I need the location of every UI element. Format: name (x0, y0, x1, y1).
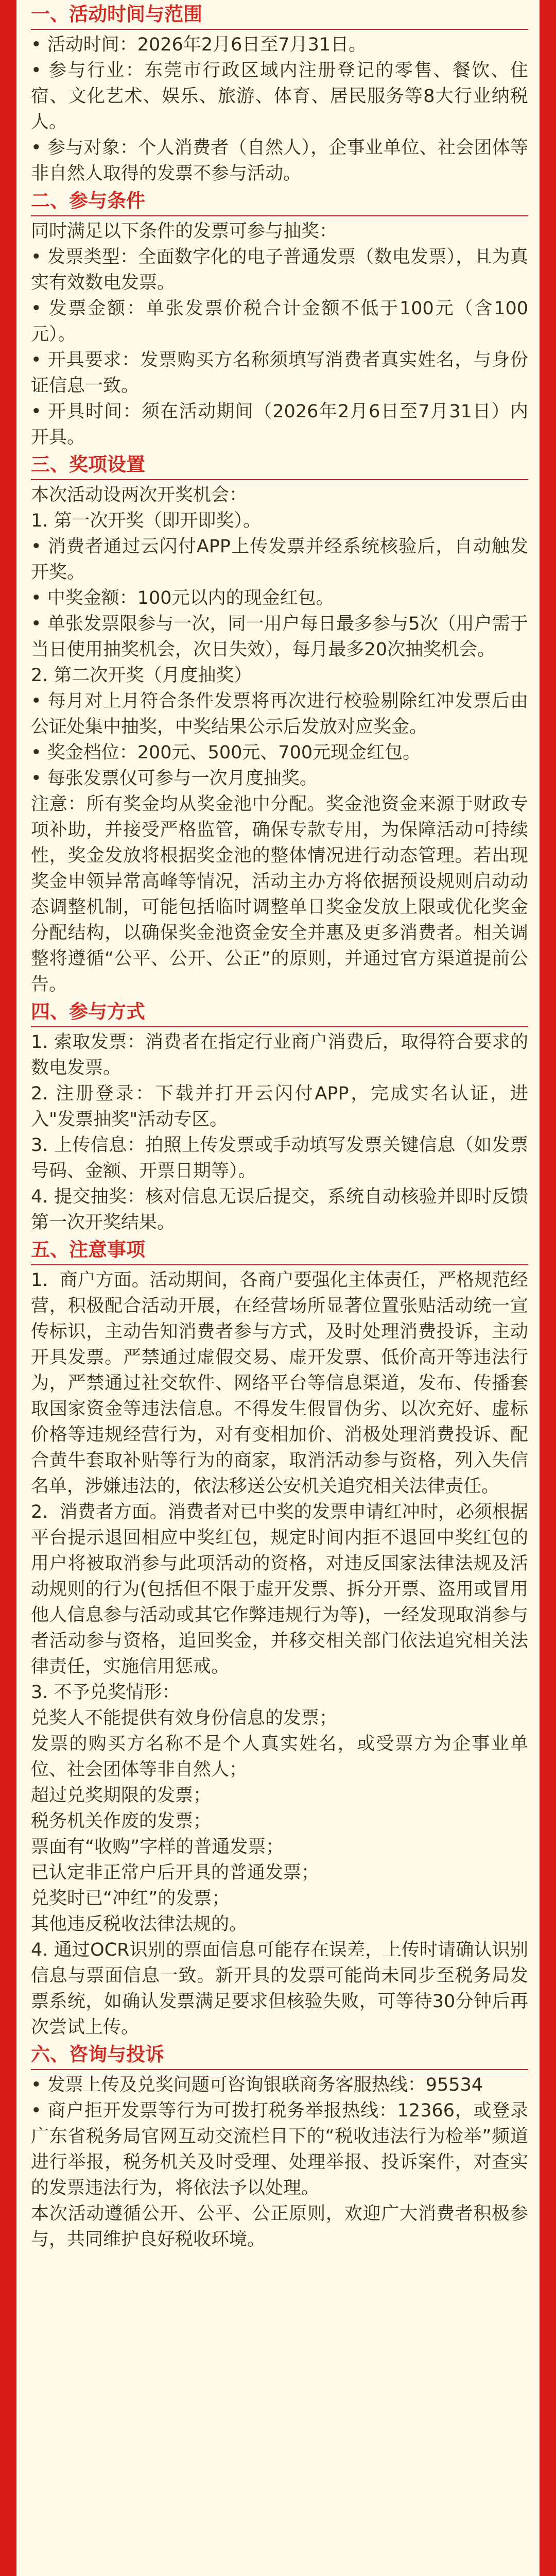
section-title: 五、注意事项 (31, 1239, 145, 1261)
section-paragraph: • 中奖金额：100元以内的现金红包。 (31, 588, 334, 608)
section-paragraph: 2. 注册登录：下载并打开云闪付APP，完成实名认证，进入"发票抽奖"活动专区。 (31, 1083, 528, 1130)
section-paragraph: • 单张发票限参与一次，同一用户每日最多参与5次（用户需于当日使用抽奖机会，次日失效），每月最多20次抽奖机会。 (31, 614, 528, 660)
section-paragraph: 票面有“收购”字样的普通发票； (31, 1837, 284, 1857)
section-paragraph: 1. 索取发票：消费者在指定行业商户消费后，取得符合要求的数电发票。 (31, 1032, 528, 1078)
section-title: 三、奖项设置 (31, 453, 145, 476)
section-divider (31, 29, 528, 30)
article-card (16, 0, 540, 2576)
section-divider (31, 479, 528, 480)
section-divider (31, 215, 528, 216)
section-paragraph: • 活动时间：2026年2月6日至7月31日。 (31, 35, 367, 55)
section-paragraph: • 开具时间：须在活动期间（2026年2月6日至7月31日）内开具。 (31, 401, 528, 448)
section-paragraph: 2. 消费者方面。消费者对已中奖的发票申请红冲时，必须根据平台提示退回相应中奖红包，规定时间内拒不退回中奖红包的用户将被取消参与此项活动的资格，对违反国家法律法规及活动规则的行为(包括但不限于虚开发票、拆分开票、盗用或冒用他人信息参与活动或其它作弊违规行为等)，一经发现取消参与者活动参与资格，追回奖金，并移交相关部门依法追究相关法律责任，实施信用惩戒。 (31, 1502, 528, 1677)
section-paragraph: • 发票类型：全面数字化的电子普通发票（数电发票），且为真实有效数电发票。 (31, 247, 528, 293)
section-paragraph: 已认定非正常户后开具的普通发票； (31, 1862, 320, 1883)
section-title: 二、参与条件 (31, 190, 145, 212)
section-title: 四、参与方式 (31, 1001, 145, 1023)
section-paragraph: 注意：所有奖金均从奖金池中分配。奖金池资金来源于财政专项补助，并接受严格监管，确保专款专用，为保障活动可持续性，奖金发放将根据奖金池的整体情况进行动态管理。若出现奖金申领异常高峰等情况，活动主办方将依据预设规则启动动态调整机制，可能包括临时调整单日奖金发放上限或优化奖金分配结构，以确保奖金池资金安全并惠及更多消费者。相关调整将遵循“公平、公开、公正”的原则，并通过官方渠道提前公告。 (31, 794, 528, 995)
section-title: 六、咨询与投诉 (31, 2043, 164, 2065)
section-paragraph: 税务机关作废的发票； (31, 1811, 212, 1832)
section-paragraph: • 发票上传及兑奖问题可咨询银联商务客服热线：95534 (31, 2075, 483, 2095)
section-divider (31, 1264, 528, 1265)
section-paragraph: 本次活动设两次开奖机会： (31, 485, 248, 505)
section-paragraph: 兑奖时已“冲红”的发票； (31, 1888, 230, 1909)
section-paragraph: 兑奖人不能提供有效身份信息的发票； (31, 1708, 338, 1728)
section-paragraph: 2. 第二次开奖（月度抽奖） (31, 665, 252, 686)
section-paragraph: 4. 提交抽奖：核对信息无误后提交，系统自动核验并即时反馈第一次开奖结果。 (31, 1187, 528, 1233)
section-paragraph: 3. 不予兑奖情形： (31, 1682, 180, 1703)
section-paragraph: • 参与行业：东莞市行政区域内注册登记的零售、餐饮、住宿、文化艺术、娱乐、旅游、体育、居民服务等8大行业纳税人。 (31, 60, 528, 132)
section-paragraph: 超过兑奖期限的发票； (31, 1785, 212, 1806)
section-paragraph: • 每张发票仅可参与一次月度抽奖。 (31, 768, 318, 789)
section-paragraph: 1. 商户方面。活动期间，各商户要强化主体责任，严格规范经营，积极配合活动开展，在经营场所显著位置张贴活动统一宣传标识，主动告知消费者参与方式，及时处理消费投诉，主动开具发票。严禁通过虚假交易、虚开发票、低价高开等违法行为，严禁通过社交软件、网络平台等信息渠道，发布、传播套取国家资金等违法信息。不得发生假冒伪劣、以次充好、虚标价格等违规经营行为，对有变相加价、消极处理消费投诉、配合黄牛套取补贴等行为的商家，取消活动参与资格，列入失信名单，涉嫌违法的，依法移送公安机关追究相关法律责任。 (31, 1270, 528, 1497)
section-paragraph: • 奖金档位：200元、500元、700元现金红包。 (31, 742, 421, 763)
section-title: 一、活动时间与范围 (31, 3, 202, 25)
section-paragraph: • 开具要求：发票购买方名称须填写消费者真实姓名，与身份证信息一致。 (31, 350, 528, 396)
section-paragraph: 发票的购买方名称不是个人真实姓名，或受票方为企事业单位、社会团体等非自然人； (31, 1734, 528, 1780)
section-paragraph: • 消费者通过云闪付APP上传发票并经系统核验后，自动触发开奖。 (31, 536, 528, 583)
article-content (16, 0, 540, 2252)
section-paragraph: • 商户拒开发票等行为可拨打税务举报热线：12366，或登录广东省税务局官网互动交流栏目下的“税收违法行为检举”频道进行举报，税务机关及时受理、处理举报、投诉案件，对查实的发票违法行为，将依法予以处理。 (31, 2100, 528, 2198)
section-paragraph: • 参与对象：个人消费者（自然人），企事业单位、社会团体等非自然人取得的发票不参与活动。 (31, 138, 528, 184)
section-paragraph: 本次活动遵循公开、公平、公正原则，欢迎广大消费者积极参与，共同维护良好税收环境。 (31, 2204, 528, 2250)
section-paragraph: • 每月对上月符合条件发票将再次进行校验剔除红冲发票后由公证处集中抽奖，中奖结果公示后发放对应奖金。 (31, 691, 528, 737)
section-divider (31, 2069, 528, 2070)
section-divider (31, 1026, 528, 1027)
section-paragraph: 4. 通过OCR识别的票面信息可能存在误差，上传时请确认识别信息与票面信息一致。新开具的发票可能尚未同步至税务局发票系统，如确认发票满足要求但核验失败，可等待30分钟后再次尝试上传。 (31, 1940, 528, 2038)
section-paragraph: • 发票金额：单张发票价税合计金额不低于100元（含100元）。 (31, 298, 528, 345)
section-paragraph: 同时满足以下条件的发票可参与抽奖： (31, 221, 338, 242)
section-paragraph: 1. 第一次开奖（即开即奖）。 (31, 511, 262, 531)
section-paragraph: 其他违反税收法律法规的。 (31, 1914, 248, 1935)
section-paragraph: 3. 上传信息：拍照上传发票或手动填写发票关键信息（如发票号码、金额、开票日期等）。 (31, 1135, 528, 1181)
